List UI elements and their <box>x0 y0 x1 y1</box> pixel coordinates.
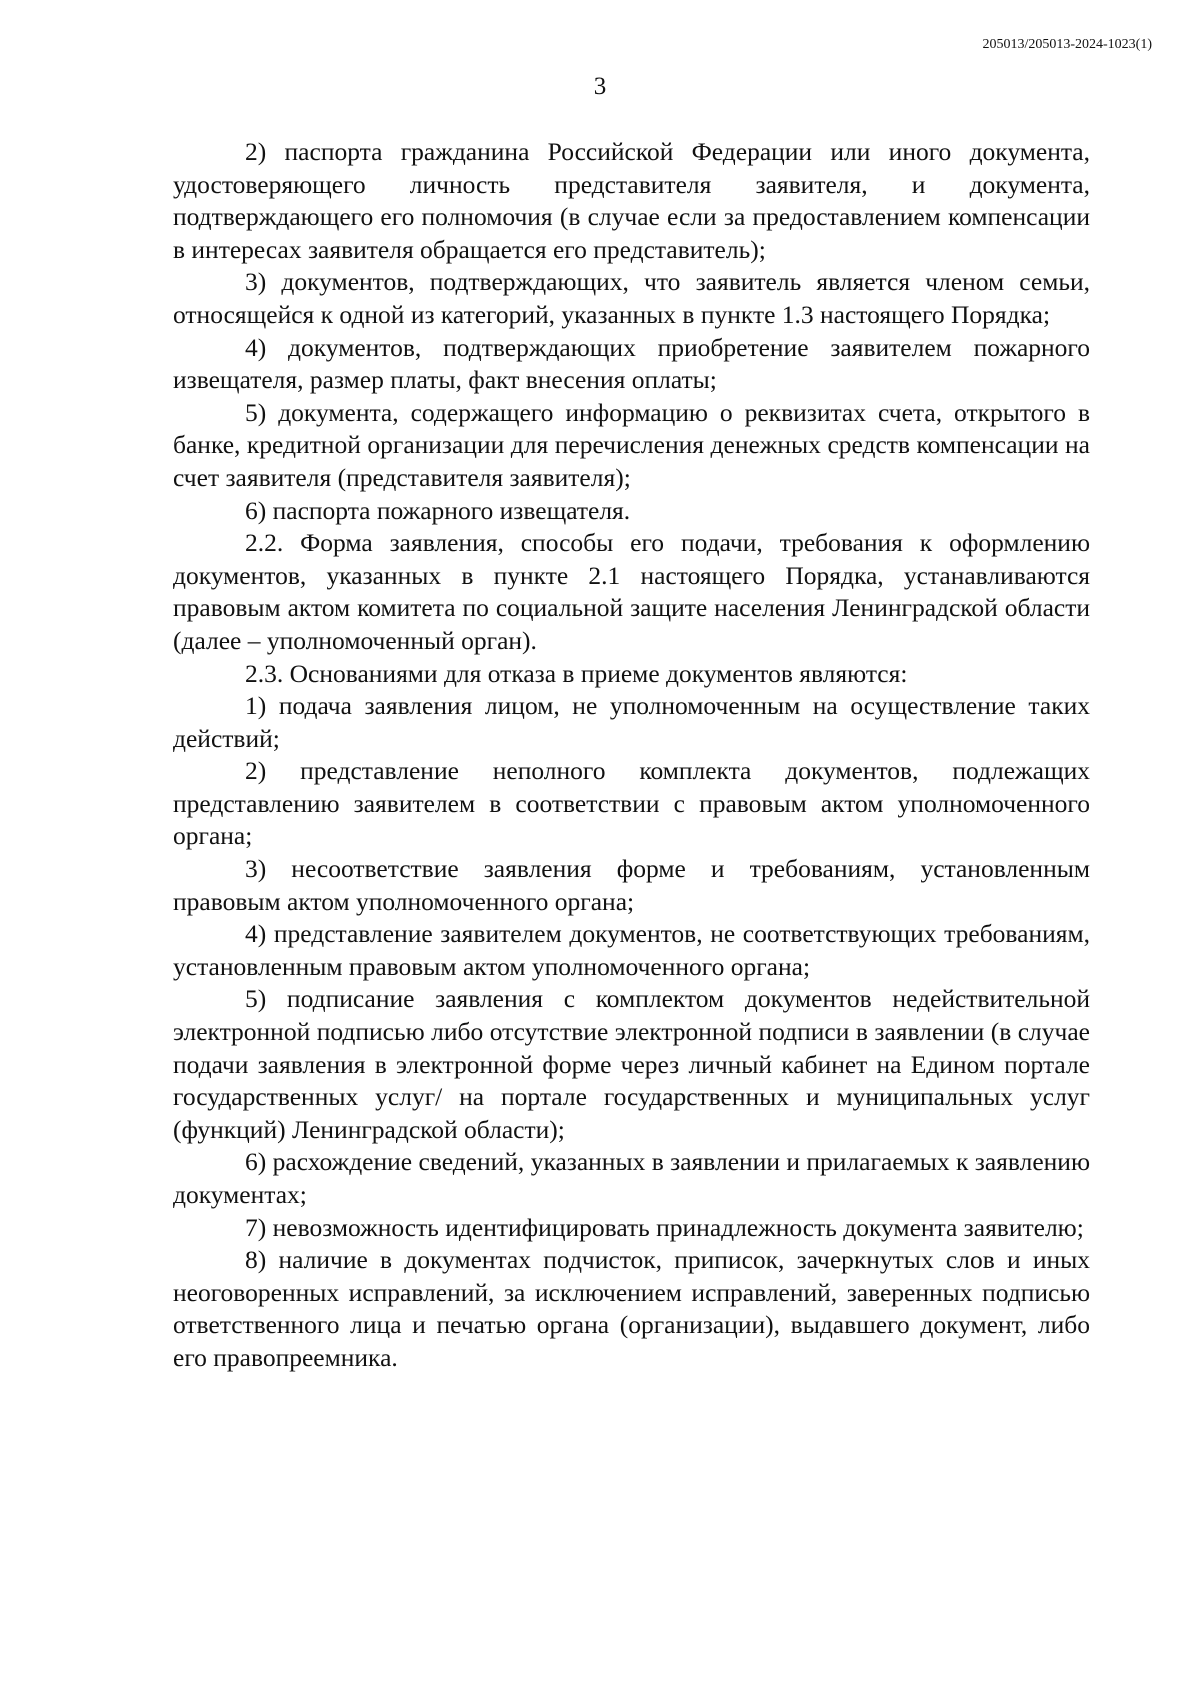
paragraph-refusal-5: 5) подписание заявления с комплектом документов недействительной электронной подписью либо отсутствие электронной подписи в заявлении (в случае подачи заявления в электронной форме через личный кабинет на Едином портале государственных услуг/ на портале государственных и муниципальных услуг (функций) Ленинградской области); <box>173 984 1090 1144</box>
paragraph-refusal-3: 3) несоответствие заявления форме и требованиям, установленным правовым актом уполномоченного органа; <box>173 854 1090 916</box>
paragraph-refusal-8: 8) наличие в документах подчисток, приписок, зачеркнутых слов и иных неоговоренных исправлений, за исключением исправлений, заверенных подписью ответственного лица и печатью органа (организации), выдавшего документ, либо его правопреемника. <box>173 1245 1090 1372</box>
page-number: 3 <box>593 73 607 100</box>
paragraph-item-6-detector-passport: 6) паспорта пожарного извещателя. <box>245 495 631 525</box>
paragraph-item-5-bank-account: 5) документа, содержащего информацию о реквизитах счета, открытого в банке, кредитной организации для перечисления денежных средств компенсации на счет заявителя (представителя заявителя); <box>173 397 1090 492</box>
paragraph-refusal-6: 6) расхождение сведений, указанных в заявлении и прилагаемых к заявлению документах; <box>173 1147 1090 1209</box>
paragraph-item-4-purchase-documents: 4) документов, подтверждающих приобретение заявителем пожарного извещателя, размер платы, факт внесения оплаты; <box>173 332 1090 395</box>
paragraph-refusal-1: 1) подача заявления лицом, не уполномоченным на осуществление таких действий; <box>173 691 1090 753</box>
paragraph-item-3-family-documents: 3) документов, подтверждающих, что заявитель является членом семьи, относящейся к одной из категорий, указанных в пункте 1.3 настоящего Порядка; <box>173 267 1090 329</box>
paragraph-section-2-3: 2.3. Основаниями для отказа в приеме документов являются: <box>245 658 908 688</box>
paragraph-refusal-7: 7) невозможность идентифицировать принадлежность документа заявителю; <box>245 1212 1084 1242</box>
document-registration-number: 205013/205013-2024-1023(1) <box>982 37 1152 52</box>
paragraph-refusal-4: 4) представление заявителем документов, не соответствующих требованиям, установленным правовым актом уполномоченного органа; <box>173 919 1090 981</box>
paragraph-refusal-2: 2) представление неполного комплекта документов, подлежащих представлению заявителем в соответствии с правовым актом уполномоченного органа; <box>173 756 1090 851</box>
document-body <box>173 136 1090 1375</box>
paragraph-section-2-2: 2.2. Форма заявления, способы его подачи, требования к оформлению документов, указанных в пункте 2.1 настоящего Порядка, устанавливаются правовым актом комитета по социальной защите населения Ленинградской области (далее – уполномоченный орган). <box>173 528 1090 655</box>
paragraph-item-2-passport: 2) паспорта гражданина Российской Федерации или иного документа, удостоверяющего личность представителя заявителя, и документа, подтверждающего его полномочия (в случае если за предоставлением компенсации в интересах заявителя обращается его представитель); <box>173 137 1090 264</box>
